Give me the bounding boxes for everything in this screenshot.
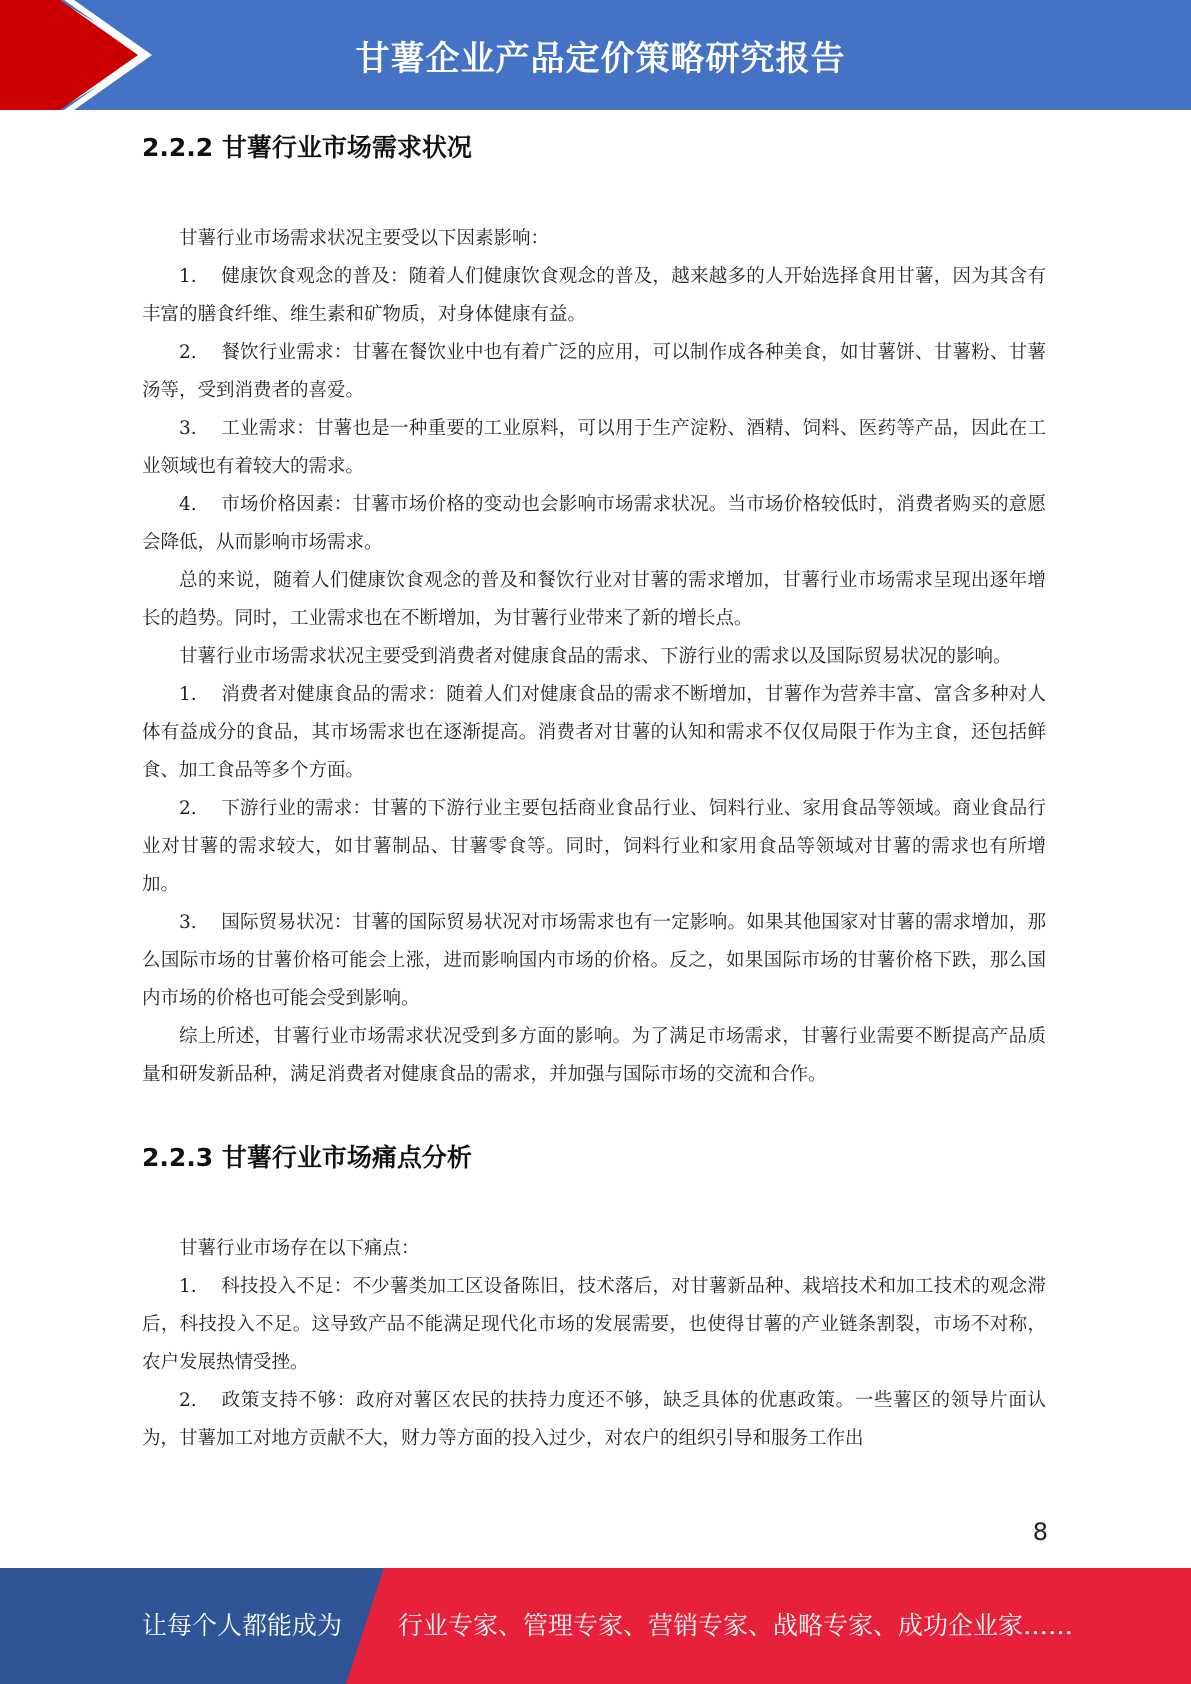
paragraph: 总的来说，随着人们健康饮食观念的普及和餐饮行业对甘薯的需求增加，甘薯行业市场需求呈现出逐年增长的趋势。同时，工业需求也在不断增加，为甘薯行业带来了新的增长点。 bbox=[142, 570, 1046, 629]
footer-slogan-right: 行业专家、管理专家、营销专家、战略专家、成功企业家…… bbox=[398, 1611, 1074, 1640]
document-body bbox=[142, 122, 1046, 1458]
list-item: 3. 国际贸易状况：甘薯的国际贸易状况对市场需求也有一定影响。如果其他国家对甘薯的需求增加，那么国际市场的甘薯价格可能会上涨，进而影响国内市场的价格。反之，如果国际市场的甘薯价格下跌，那么国内市场的价格也可能会受到影响。 bbox=[142, 912, 1046, 1009]
page-number: 8 bbox=[1032, 1518, 1048, 1546]
paragraph: 甘薯行业市场存在以下痛点： bbox=[179, 1238, 420, 1259]
page-header bbox=[0, 0, 1191, 110]
section-2-2-3-body bbox=[142, 1230, 1046, 1458]
paragraph: 甘薯行业市场需求状况主要受以下因素影响： bbox=[179, 228, 550, 249]
paragraph: 综上所述，甘薯行业市场需求状况受到多方面的影响。为了满足市场需求，甘薯行业需要不断提高产品质量和研发新品种，满足消费者对健康食品的需求，并加强与国际市场的交流和合作。 bbox=[142, 1026, 1046, 1085]
list-item: 1. 科技投入不足：不少薯类加工区设备陈旧，技术落后，对甘薯新品种、栽培技术和加工技术的观念滞后，科技投入不足。这导致产品不能满足现代化市场的发展需要，也使得甘薯的产业链条割裂，市场不对称，农户发展热情受挫。 bbox=[142, 1276, 1046, 1373]
footer-slogan-left: 让每个人都能成为 bbox=[142, 1611, 343, 1640]
paragraph: 甘薯行业市场需求状况主要受到消费者对健康食品的需求、下游行业的需求以及国际贸易状况的影响。 bbox=[179, 646, 1012, 667]
list-item: 2. 餐饮行业需求：甘薯在餐饮业中也有着广泛的应用，可以制作成各种美食，如甘薯饼、甘薯粉、甘薯汤等，受到消费者的喜爱。 bbox=[142, 342, 1046, 401]
section-heading-2-2-3: 2.2.3 甘薯行业市场痛点分析 bbox=[142, 1143, 472, 1172]
list-item: 1. 健康饮食观念的普及：随着人们健康饮食观念的普及，越来越多的人开始选择食用甘薯，因为其含有丰富的膳食纤维、维生素和矿物质，对身体健康有益。 bbox=[142, 266, 1046, 325]
list-item: 3. 工业需求：甘薯也是一种重要的工业原料，可以用于生产淀粉、酒精、饲料、医药等产品，因此在工业领域也有着较大的需求。 bbox=[142, 418, 1046, 477]
list-item: 2. 政策支持不够：政府对薯区农民的扶持力度还不够，缺乏具体的优惠政策。一些薯区的领导片面认为，甘薯加工对地方贡献不大，财力等方面的投入过少，对农户的组织引导和服务工作出 bbox=[142, 1390, 1046, 1449]
section-heading-2-2-2: 2.2.2 甘薯行业市场需求状况 bbox=[142, 133, 472, 162]
section-2-2-2-body bbox=[142, 220, 1046, 1094]
list-item: 4. 市场价格因素：甘薯市场价格的变动也会影响市场需求状况。当市场价格较低时，消费者购买的意愿会降低，从而影响市场需求。 bbox=[142, 494, 1046, 553]
list-item: 2. 下游行业的需求：甘薯的下游行业主要包括商业食品行业、饲料行业、家用食品等领域。商业食品行业对甘薯的需求较大，如甘薯制品、甘薯零食等。同时，饲料行业和家用食品等领域对甘薯的需求也有所增加。 bbox=[142, 798, 1046, 895]
page-footer bbox=[0, 1568, 1191, 1684]
report-title: 甘薯企业产品定价策略研究报告 bbox=[355, 38, 846, 79]
list-item: 1. 消费者对健康食品的需求：随着人们对健康食品的需求不断增加，甘薯作为营养丰富、富含多种对人体有益成分的食品，其市场需求也在逐渐提高。消费者对甘薯的认知和需求不仅仅局限于作为主食，还包括鲜食、加工食品等多个方面。 bbox=[142, 684, 1046, 781]
